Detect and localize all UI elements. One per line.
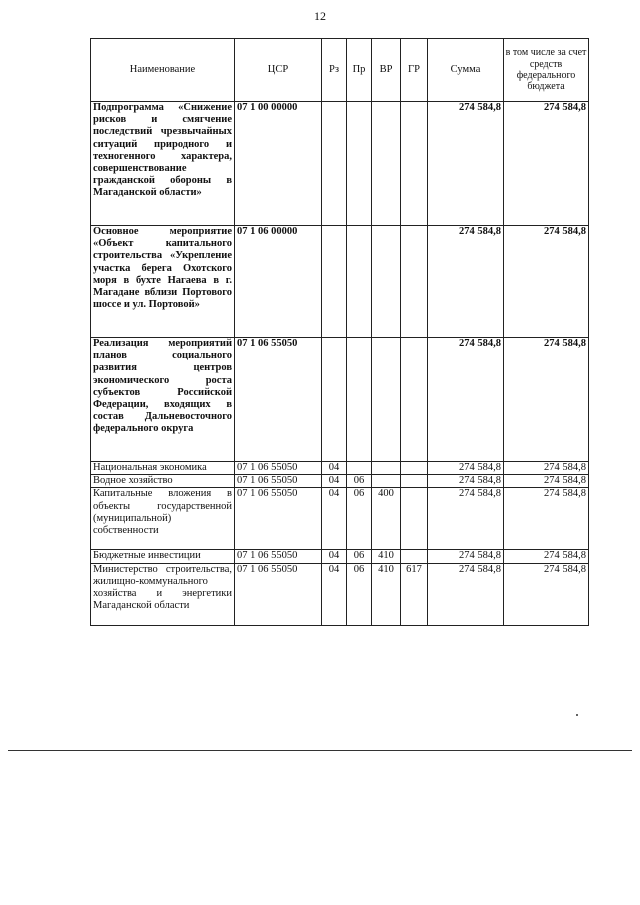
table-row — [91, 563, 589, 625]
row-sum: 274 584,8 — [428, 488, 504, 550]
row-vr: 410 — [372, 563, 401, 625]
row-sum: 274 584,8 — [428, 550, 504, 563]
row-gr: 617 — [401, 563, 428, 625]
row-csr: 07 1 06 55050 — [235, 475, 322, 488]
row-pr — [347, 226, 372, 338]
row-vr: 400 — [372, 488, 401, 550]
table-header-row — [91, 39, 589, 102]
header-vr: ВР — [372, 39, 401, 102]
row-sum: 274 584,8 — [428, 226, 504, 338]
row-csr: 07 1 06 55050 — [235, 488, 322, 550]
row-federal: 274 584,8 — [504, 102, 589, 226]
row-sum: 274 584,8 — [428, 462, 504, 475]
row-pr — [347, 462, 372, 475]
row-gr — [401, 488, 428, 550]
row-csr: 07 1 06 55050 — [235, 550, 322, 563]
header-csr: ЦСР — [235, 39, 322, 102]
row-vr — [372, 102, 401, 226]
header-name: Наименование — [91, 39, 235, 102]
row-name: Водное хозяйство — [91, 475, 235, 488]
row-pr: 06 — [347, 563, 372, 625]
row-rz: 04 — [322, 475, 347, 488]
row-name: Подпрограмма «Снижение рисков и смягчение последствий чрезвычайных ситуаций природного и техногенного характера, совершенствование гражданской обороны в Магаданской области» — [91, 102, 235, 226]
header-pr: Пр — [347, 39, 372, 102]
row-sum: 274 584,8 — [428, 338, 504, 462]
row-gr — [401, 338, 428, 462]
row-name: Национальная экономика — [91, 462, 235, 475]
row-rz — [322, 102, 347, 226]
row-name: Основное мероприятие «Объект капитального строительства «Укрепление участка берега Охотского моря в бухте Нагаева в г. Магадане вблизи Портового шоссе и ул. Портовой» — [91, 226, 235, 338]
row-sum: 274 584,8 — [428, 102, 504, 226]
row-name: Бюджетные инвестиции — [91, 550, 235, 563]
row-rz: 04 — [322, 550, 347, 563]
scan-speck — [576, 714, 578, 716]
row-rz: 04 — [322, 488, 347, 550]
table-row — [91, 226, 589, 338]
row-name: Реализация мероприятий планов социального развития центров экономического роста субъектов Российской Федерации, входящих в состав Дальневосточного федерального округа — [91, 338, 235, 462]
row-pr: 06 — [347, 550, 372, 563]
table-row — [91, 550, 589, 563]
row-vr — [372, 226, 401, 338]
header-sum: Сумма — [428, 39, 504, 102]
row-vr — [372, 462, 401, 475]
row-csr: 07 1 06 55050 — [235, 563, 322, 625]
table-row — [91, 338, 589, 462]
row-csr: 07 1 00 00000 — [235, 102, 322, 226]
row-sum: 274 584,8 — [428, 475, 504, 488]
header-gr: ГР — [401, 39, 428, 102]
row-vr: 410 — [372, 550, 401, 563]
row-gr — [401, 475, 428, 488]
row-federal: 274 584,8 — [504, 462, 589, 475]
row-sum: 274 584,8 — [428, 563, 504, 625]
row-pr — [347, 102, 372, 226]
row-federal: 274 584,8 — [504, 226, 589, 338]
row-csr: 07 1 06 00000 — [235, 226, 322, 338]
row-pr: 06 — [347, 488, 372, 550]
row-csr: 07 1 06 55050 — [235, 338, 322, 462]
row-rz — [322, 338, 347, 462]
row-federal: 274 584,8 — [504, 550, 589, 563]
row-gr — [401, 102, 428, 226]
table-row — [91, 102, 589, 226]
row-federal: 274 584,8 — [504, 475, 589, 488]
row-name: Капитальные вложения в объекты государственной (муниципальной) собственности — [91, 488, 235, 550]
row-gr — [401, 550, 428, 563]
table-row — [91, 488, 589, 550]
row-federal: 274 584,8 — [504, 563, 589, 625]
table-row — [91, 462, 589, 475]
row-rz: 04 — [322, 462, 347, 475]
row-gr — [401, 226, 428, 338]
row-vr — [372, 475, 401, 488]
row-csr: 07 1 06 55050 — [235, 462, 322, 475]
header-federal: в том числе за счет средств федерального бюджета — [504, 39, 589, 102]
row-rz — [322, 226, 347, 338]
row-pr: 06 — [347, 475, 372, 488]
row-federal: 274 584,8 — [504, 338, 589, 462]
table-row — [91, 475, 589, 488]
row-federal: 274 584,8 — [504, 488, 589, 550]
header-rz: Рз — [322, 39, 347, 102]
page-number: 12 — [314, 9, 326, 23]
row-vr — [372, 338, 401, 462]
row-gr — [401, 462, 428, 475]
row-name: Министерство строительства, жилищно-коммунального хозяйства и энергетики Магаданской области — [91, 563, 235, 625]
row-pr — [347, 338, 372, 462]
page-bottom-rule — [8, 750, 632, 751]
budget-table — [90, 38, 589, 626]
row-rz: 04 — [322, 563, 347, 625]
